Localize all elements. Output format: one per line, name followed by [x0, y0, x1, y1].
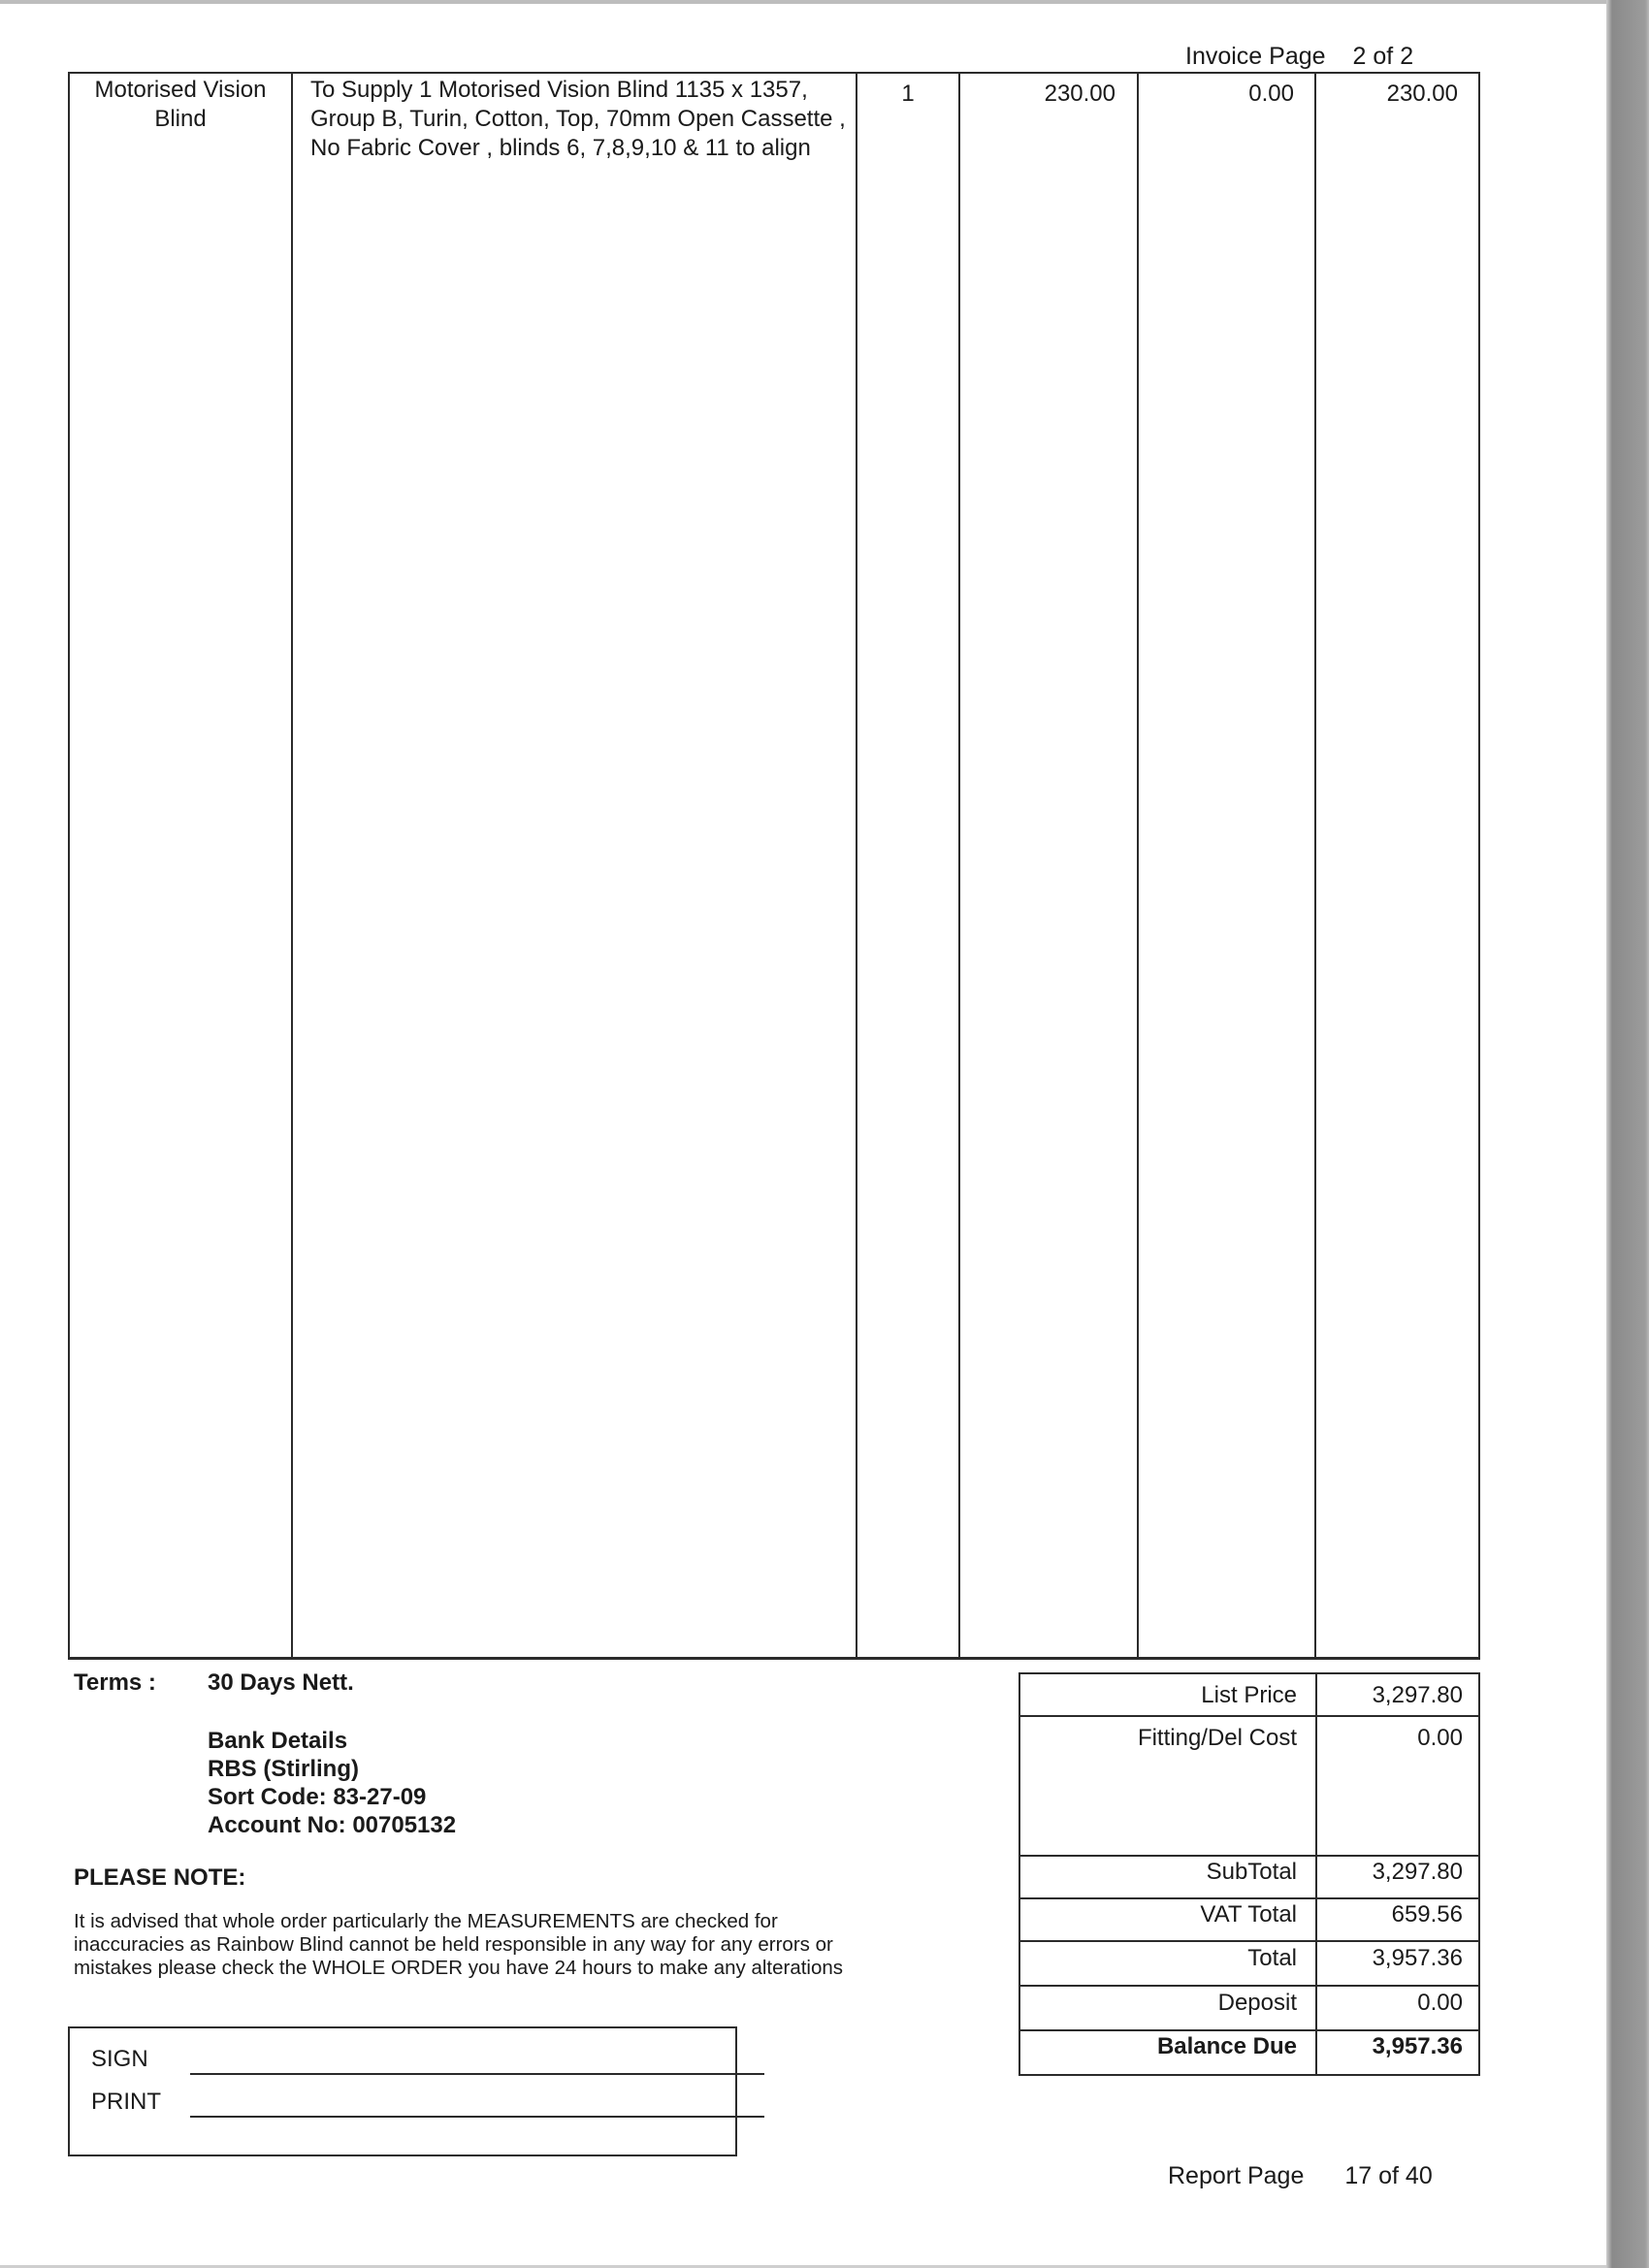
- bank-details-title: Bank Details: [208, 1728, 348, 1754]
- totals-row-divider: [1020, 1715, 1478, 1717]
- fitting-cost-value: 0.00: [1417, 1725, 1463, 1751]
- scan-edge-right: [1606, 0, 1649, 2268]
- list-price-value: 3,297.80: [1372, 1682, 1463, 1708]
- deposit-value: 0.00: [1417, 1990, 1463, 2016]
- note-line: It is advised that whole order particularly the MEASUREMENTS are checked for: [74, 1910, 778, 1932]
- totals-row-divider: [1020, 1985, 1478, 1987]
- sign-line[interactable]: [190, 2073, 764, 2075]
- table-column-divider: [856, 72, 857, 1659]
- vat-total-value: 659.56: [1391, 1901, 1463, 1928]
- terms-value: 30 Days Nett.: [208, 1669, 354, 1696]
- account-number: Account No: 00705132: [208, 1812, 457, 1838]
- totals-row-divider: [1020, 1897, 1478, 1899]
- balance-due-label: Balance Due: [1156, 2033, 1297, 2059]
- item-description: To Supply 1 Motorised Vision Blind 1135 x 1357, Group B, Turin, Cotton, Top, 70mm Open Cassette , No Fabric Cover , blinds 6, 7,8,9,10 & 11 to align: [310, 77, 846, 161]
- invoice-page-indicator: [1185, 43, 1413, 71]
- invoice-page-label: Invoice Page: [1185, 43, 1326, 70]
- table-column-divider: [1137, 72, 1139, 1659]
- totals-row-divider: [1020, 1855, 1478, 1857]
- report-page-number: 17 of 40: [1344, 2162, 1433, 2189]
- scan-edge-top: [0, 0, 1606, 4]
- signature-box: [68, 2026, 737, 2156]
- report-page-indicator: [1168, 2162, 1433, 2190]
- table-column-divider: [291, 72, 293, 1659]
- print-line[interactable]: [190, 2116, 764, 2118]
- list-price-label: List Price: [1201, 1682, 1297, 1708]
- sort-code: Sort Code: 83-27-09: [208, 1784, 427, 1810]
- table-column-divider: [68, 72, 70, 1659]
- totals-row-divider: [1020, 2029, 1478, 2031]
- report-page-label: Report Page: [1168, 2162, 1305, 2189]
- print-label: PRINT: [91, 2089, 161, 2115]
- deposit-label: Deposit: [1217, 1990, 1297, 2016]
- table-column-divider: [1314, 72, 1316, 1659]
- item-discount: 0.00: [1248, 81, 1294, 107]
- fitting-cost-label: Fitting/Del Cost: [1137, 1725, 1297, 1751]
- totals-row-divider: [1020, 1940, 1478, 1942]
- item-name: Motorised Vision Blind: [94, 77, 267, 132]
- item-unit-price: 230.00: [1044, 81, 1116, 107]
- table-column-divider: [1478, 72, 1480, 1659]
- vat-total-label: VAT Total: [1200, 1901, 1297, 1928]
- bank-name: RBS (Stirling): [208, 1756, 359, 1782]
- balance-due-value: 3,957.36: [1372, 2033, 1463, 2059]
- item-quantity: 1: [901, 81, 915, 107]
- note-line: mistakes please check the WHOLE ORDER you have 24 hours to make any alterations: [74, 1957, 844, 1979]
- totals-box: [1018, 1672, 1480, 2076]
- total-label: Total: [1247, 1945, 1297, 1971]
- note-text: [74, 1910, 986, 1980]
- table-column-divider: [958, 72, 960, 1659]
- terms-label: Terms :: [74, 1669, 156, 1696]
- total-value: 3,957.36: [1372, 1945, 1463, 1971]
- item-total: 230.00: [1386, 81, 1458, 107]
- note-line: inaccuracies as Rainbow Blind cannot be held responsible in any way for any errors or: [74, 1933, 833, 1956]
- subtotal-label: SubTotal: [1206, 1859, 1297, 1885]
- note-title: PLEASE NOTE:: [74, 1864, 246, 1891]
- bank-details: [208, 1727, 456, 1839]
- table-top-border: [68, 72, 1480, 74]
- invoice-page-number: 2 of 2: [1352, 43, 1414, 70]
- subtotal-value: 3,297.80: [1372, 1859, 1463, 1885]
- table-bottom-border: [68, 1657, 1480, 1660]
- sign-label: SIGN: [91, 2046, 148, 2072]
